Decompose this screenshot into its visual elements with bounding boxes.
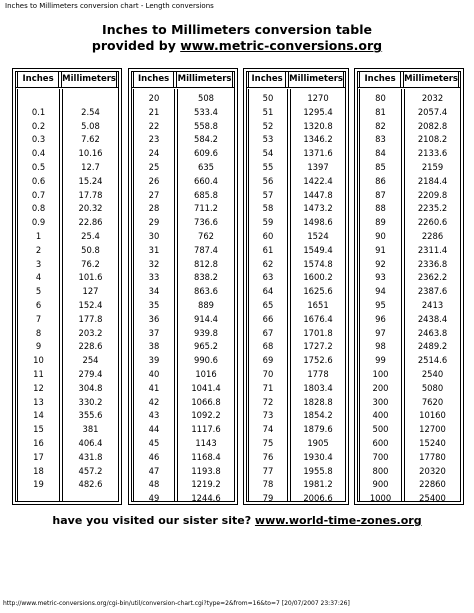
millimeters-cell: 990.6 (194, 355, 218, 366)
millimeters-cell: 2184.4 (417, 175, 448, 186)
table-body (16, 89, 118, 501)
inches-cell: 98 (375, 341, 386, 352)
inches-cell: 50 (262, 93, 274, 103)
inches-cell: 57 (262, 189, 274, 200)
inches-cell: 79 (262, 493, 274, 504)
inches-cell: 26 (148, 175, 160, 186)
millimeters-cell: 2438.4 (417, 313, 448, 324)
millimeters-cell: 584.2 (194, 134, 218, 145)
millimeters-cell: 25400 (419, 493, 446, 504)
millimeters-cell: 1524 (307, 231, 329, 241)
millimeters-cell: 1016 (195, 369, 217, 379)
inches-cell: 51 (262, 106, 274, 117)
inches-cell: 36 (148, 313, 160, 324)
inches-header: Inches (133, 72, 174, 87)
millimeters-cell: 127 (82, 286, 99, 297)
inches-cell: 44 (148, 424, 160, 435)
millimeters-cell: 1244.6 (191, 493, 221, 504)
millimeters-cell: 5.08 (81, 120, 100, 131)
millimeters-cell: 1930.4 (303, 451, 333, 462)
metric-conversions-link[interactable]: www.metric-conversions.org (180, 38, 383, 53)
millimeters-cell: 711.2 (194, 203, 218, 214)
inches-cell: 58 (262, 203, 274, 214)
table-header (358, 72, 460, 88)
inches-cell: 80 (375, 93, 386, 103)
millimeters-cell: 2260.6 (417, 217, 448, 228)
inches-cell: 54 (262, 148, 274, 159)
millimeters-cell: 20320 (419, 465, 446, 476)
inches-cell: 40 (148, 369, 160, 379)
millimeters-cell: 762 (198, 231, 214, 241)
millimeters-cell: 533.4 (194, 106, 218, 117)
millimeters-cell: 1701.8 (303, 327, 333, 338)
page-subtitle (0, 38, 474, 53)
millimeters-cell: 1143 (195, 438, 217, 448)
inches-cell: 93 (375, 272, 386, 283)
millimeters-cell: 1879.6 (303, 424, 333, 435)
inches-cell: 74 (262, 424, 274, 435)
inches-cell: 47 (148, 465, 160, 476)
millimeters-cell: 279.4 (78, 369, 103, 379)
millimeters-cell: 1676.4 (303, 313, 333, 324)
millimeters-cell: 1778 (307, 369, 329, 379)
millimeters-cell: 50.8 (81, 244, 100, 255)
millimeters-cell: 17.78 (78, 189, 103, 200)
millimeters-cell: 2082.8 (417, 120, 448, 131)
inches-cell: 97 (375, 327, 386, 338)
millimeters-cell: 2463.8 (417, 327, 448, 338)
millimeters-cell: 25.4 (81, 231, 100, 241)
inches-cell: 38 (148, 341, 160, 352)
inches-cell: 68 (262, 341, 274, 352)
millimeters-cell: 1574.8 (303, 258, 333, 269)
inches-header: Inches (248, 72, 286, 87)
inches-cell: 16 (33, 438, 44, 448)
inches-header: Inches (359, 72, 401, 87)
inches-cell: 69 (262, 355, 274, 366)
inches-cell: 77 (262, 465, 274, 476)
inches-cell: 29 (148, 217, 160, 228)
inches-header: Inches (17, 72, 59, 87)
millimeters-cell: 1371.6 (303, 148, 333, 159)
millimeters-cell: 2413 (421, 300, 444, 310)
inches-cell: 33 (148, 272, 160, 283)
inches-cell: 37 (148, 327, 160, 338)
inches-cell: 43 (148, 410, 160, 421)
inches-cell: 91 (375, 244, 386, 255)
millimeters-cell: 330.2 (78, 396, 103, 407)
inches-cell: 1000 (369, 493, 392, 504)
page-title: Inches to Millimeters conversion table (102, 22, 372, 37)
millimeters-cell: 12.7 (81, 162, 100, 172)
table-header (132, 72, 234, 88)
millimeters-cell: 2387.6 (417, 286, 448, 297)
millimeters-cell: 914.4 (194, 313, 218, 324)
inches-column (248, 89, 288, 504)
inches-cell: 59 (262, 217, 274, 228)
inches-cell: 5 (35, 286, 42, 297)
inches-cell: 600 (372, 438, 389, 448)
inches-cell: 66 (262, 313, 274, 324)
inches-cell: 82 (375, 120, 386, 131)
subtitle-prefix: provided by (91, 38, 181, 53)
millimeters-cell: 406.4 (78, 438, 103, 448)
millimeters-cell: 152.4 (78, 300, 103, 310)
inches-cell: 78 (262, 479, 274, 490)
millimeters-cell: 838.2 (194, 272, 218, 283)
inches-cell (18, 93, 59, 104)
millimeters-cell: 177.8 (78, 313, 103, 324)
millimeters-cell: 1320.8 (303, 120, 333, 131)
inches-cell: 24 (148, 148, 160, 159)
millimeters-cell: 2514.6 (417, 355, 448, 366)
inches-cell: 10 (33, 355, 44, 366)
inches-cell: 800 (372, 465, 389, 476)
inches-cell: 17 (33, 451, 44, 462)
inches-cell: 4 (35, 272, 42, 283)
inches-cell: 71 (262, 382, 274, 393)
millimeters-column (290, 89, 346, 504)
conversion-table-2 (128, 68, 238, 505)
millimeters-cell: 1041.4 (191, 382, 221, 393)
inches-cell: 8 (35, 327, 42, 338)
millimeters-cell: 508 (198, 93, 214, 103)
inches-cell: 42 (148, 396, 160, 407)
inches-cell: 49 (148, 493, 160, 504)
millimeters-cell: 2311.4 (417, 244, 448, 255)
inches-cell: 89 (375, 217, 386, 228)
browser-header: Inches to Millimeters conversion chart - Length conversions (5, 2, 214, 10)
inches-cell: 96 (375, 313, 386, 324)
inches-cell: 67 (262, 327, 274, 338)
inches-cell: 27 (148, 189, 160, 200)
millimeters-header: Millimeters (403, 72, 459, 87)
inches-cell: 20 (148, 93, 160, 103)
inches-cell: 11 (33, 369, 44, 379)
millimeters-cell: 863.6 (194, 286, 218, 297)
table-body (358, 89, 460, 504)
inches-column (133, 89, 175, 504)
millimeters-cell: 1625.6 (303, 286, 333, 297)
millimeters-cell: 2032 (421, 93, 444, 103)
millimeters-cell: 1447.8 (303, 189, 333, 200)
inches-cell: 0.8 (31, 203, 46, 214)
inches-cell: 61 (262, 244, 274, 255)
inches-cell: 0.7 (31, 189, 46, 200)
inches-cell: 0.2 (31, 120, 46, 131)
table-body (132, 89, 234, 504)
inches-cell: 99 (375, 355, 386, 366)
inches-cell: 48 (148, 479, 160, 490)
millimeters-header: Millimeters (176, 72, 233, 87)
inches-cell: 39 (148, 355, 160, 366)
inches-cell: 31 (148, 244, 160, 255)
inches-cell: 70 (262, 369, 274, 379)
inches-cell: 100 (372, 369, 389, 379)
conversion-table-4 (354, 68, 464, 505)
inches-cell: 500 (372, 424, 389, 435)
millimeters-cell: 22860 (419, 479, 446, 490)
inches-cell: 14 (33, 410, 44, 421)
inches-cell: 23 (148, 134, 160, 145)
inches-cell: 1 (35, 231, 42, 241)
millimeters-cell: 558.8 (194, 120, 218, 131)
page-url: http://www.metric-conversions.org/cgi-bin/util/conversion-chart.cgi?type=2&from=16&to=7 [20/07/2007 23:37:26] (3, 600, 350, 607)
millimeters-cell: 1168.4 (191, 451, 221, 462)
table-body (247, 89, 345, 504)
millimeters-cell: 660.4 (194, 175, 218, 186)
millimeters-cell: 2362.2 (417, 272, 448, 283)
millimeters-cell: 1828.8 (303, 396, 333, 407)
millimeters-cell: 2286 (421, 231, 444, 241)
table-frame (357, 71, 461, 502)
millimeters-cell: 736.6 (194, 217, 218, 228)
millimeters-cell: 431.8 (78, 451, 103, 462)
millimeters-cell: 381 (82, 424, 99, 435)
inches-cell: 22 (148, 120, 160, 131)
millimeters-cell: 1117.6 (191, 424, 221, 435)
millimeters-cell: 7.62 (81, 134, 100, 145)
millimeters-cell (63, 93, 118, 104)
table-frame (131, 71, 235, 502)
inches-cell: 12 (33, 382, 44, 393)
millimeters-cell: 2159 (421, 162, 444, 172)
inches-cell: 56 (262, 175, 274, 186)
inches-column (359, 89, 402, 504)
millimeters-cell: 228.6 (78, 341, 103, 352)
millimeters-cell: 76.2 (81, 258, 100, 269)
millimeters-cell: 685.8 (194, 189, 218, 200)
inches-cell: 35 (148, 300, 160, 310)
millimeters-cell: 10.16 (78, 148, 103, 159)
millimeters-cell: 12700 (419, 424, 446, 435)
inches-cell: 30 (148, 231, 160, 241)
millimeters-cell: 2133.6 (417, 148, 448, 159)
millimeters-cell: 10160 (419, 410, 446, 421)
inches-cell: 64 (262, 286, 274, 297)
inches-cell: 15 (33, 424, 44, 435)
millimeters-cell: 787.4 (194, 244, 218, 255)
inches-cell: 87 (375, 189, 386, 200)
millimeters-cell: 482.6 (78, 479, 103, 490)
millimeters-cell: 965.2 (194, 341, 218, 352)
inches-cell: 0.5 (31, 162, 46, 172)
inches-cell: 41 (148, 382, 160, 393)
inches-cell: 90 (375, 231, 386, 241)
millimeters-cell: 22.86 (78, 217, 103, 228)
millimeters-cell: 1752.6 (303, 355, 333, 366)
inches-column (17, 89, 60, 501)
inches-cell: 13 (33, 396, 44, 407)
inches-cell: 72 (262, 396, 274, 407)
millimeters-cell: 1651 (307, 300, 329, 310)
millimeters-cell: 609.6 (194, 148, 218, 159)
millimeters-cell: 20.32 (78, 203, 103, 214)
inches-cell: 63 (262, 272, 274, 283)
inches-cell: 94 (375, 286, 386, 297)
inches-cell: 18 (33, 465, 44, 476)
inches-cell: 46 (148, 451, 160, 462)
millimeters-column (404, 89, 461, 504)
millimeters-cell: 1092.2 (191, 410, 221, 421)
millimeters-cell: 1600.2 (303, 272, 333, 283)
millimeters-cell: 7620 (421, 396, 444, 407)
inches-cell: 25 (148, 162, 160, 172)
inches-cell: 0.3 (31, 134, 46, 145)
inches-cell: 21 (148, 106, 160, 117)
inches-cell: 0.9 (31, 217, 46, 228)
inches-cell: 0.4 (31, 148, 46, 159)
inches-cell: 34 (148, 286, 160, 297)
millimeters-cell: 17780 (419, 451, 446, 462)
millimeters-cell: 2.54 (81, 106, 100, 117)
inches-cell: 86 (375, 175, 386, 186)
millimeters-cell: 15240 (419, 438, 446, 448)
millimeters-cell: 304.8 (78, 382, 103, 393)
millimeters-cell: 1854.2 (303, 410, 333, 421)
world-time-zones-link[interactable]: www.world-time-zones.org (254, 514, 422, 527)
millimeters-cell: 1905 (307, 438, 329, 448)
millimeters-cell: 355.6 (78, 410, 103, 421)
table-header (16, 72, 118, 88)
millimeters-cell: 254 (82, 355, 99, 366)
millimeters-cell: 635 (198, 162, 214, 172)
millimeters-column (177, 89, 235, 504)
millimeters-cell: 1193.8 (191, 465, 221, 476)
millimeters-cell: 2489.2 (417, 341, 448, 352)
table-frame (246, 71, 346, 502)
millimeters-cell: 889 (198, 300, 214, 310)
millimeters-cell: 1270 (307, 93, 329, 103)
inches-cell: 88 (375, 203, 386, 214)
inches-cell: 900 (372, 479, 389, 490)
inches-cell: 53 (262, 134, 274, 145)
inches-cell: 92 (375, 258, 386, 269)
inches-cell: 81 (375, 106, 386, 117)
millimeters-cell: 101.6 (78, 272, 103, 283)
inches-cell: 3 (35, 258, 42, 269)
inches-cell: 62 (262, 258, 274, 269)
millimeters-cell: 1066.8 (191, 396, 221, 407)
inches-cell: 19 (33, 479, 44, 490)
millimeters-cell: 1727.2 (303, 341, 333, 352)
inches-cell: 6 (35, 300, 42, 310)
millimeters-cell: 1549.4 (303, 244, 333, 255)
inches-cell: 0.6 (31, 175, 46, 186)
millimeters-cell: 939.8 (194, 327, 218, 338)
inches-cell: 45 (148, 438, 160, 448)
millimeters-cell: 1981.2 (303, 479, 333, 490)
inches-cell: 9 (35, 341, 42, 352)
inches-cell: 76 (262, 451, 274, 462)
inches-cell: 2 (35, 244, 42, 255)
inches-cell: 400 (372, 410, 389, 421)
millimeters-cell: 15.24 (78, 175, 103, 186)
inches-cell: 52 (262, 120, 274, 131)
footer (0, 514, 474, 527)
millimeters-cell: 1397 (307, 162, 329, 172)
inches-cell: 200 (372, 382, 389, 393)
inches-cell: 0.1 (31, 106, 46, 117)
inches-cell: 55 (262, 162, 274, 172)
millimeters-cell: 2006.6 (303, 493, 333, 504)
millimeters-cell: 1498.6 (303, 217, 333, 228)
inches-cell: 28 (148, 203, 160, 214)
conversion-table-1 (12, 68, 122, 505)
inches-cell: 65 (262, 300, 274, 310)
table-frame (15, 71, 119, 502)
millimeters-cell: 1295.4 (303, 106, 333, 117)
inches-cell: 700 (372, 451, 389, 462)
inches-cell: 60 (262, 231, 274, 241)
millimeters-cell: 1346.2 (303, 134, 333, 145)
table-header (247, 72, 345, 88)
millimeters-cell: 5080 (421, 382, 444, 393)
millimeters-column (62, 89, 119, 501)
millimeters-cell: 1422.4 (303, 175, 333, 186)
millimeters-cell: 812.8 (194, 258, 218, 269)
millimeters-cell: 457.2 (78, 465, 103, 476)
millimeters-cell: 1219.2 (191, 479, 221, 490)
inches-cell: 300 (372, 396, 389, 407)
millimeters-cell: 2108.2 (417, 134, 448, 145)
millimeters-cell: 2336.8 (417, 258, 448, 269)
millimeters-cell: 1473.2 (303, 203, 333, 214)
footer-text: have you visited our sister site? (52, 514, 255, 527)
millimeters-header: Millimeters (288, 72, 344, 87)
millimeters-cell: 2209.8 (417, 189, 448, 200)
millimeters-header: Millimeters (61, 72, 117, 87)
inches-cell: 32 (148, 258, 160, 269)
millimeters-cell: 2057.4 (417, 106, 448, 117)
inches-cell: 95 (375, 300, 386, 310)
millimeters-cell: 1803.4 (303, 382, 333, 393)
millimeters-cell: 2540 (421, 369, 444, 379)
inches-cell: 75 (262, 438, 274, 448)
millimeters-cell: 2235.2 (417, 203, 448, 214)
inches-cell: 83 (375, 134, 386, 145)
inches-cell: 84 (375, 148, 386, 159)
inches-cell: 73 (262, 410, 274, 421)
millimeters-cell: 1955.8 (303, 465, 333, 476)
conversion-table-3 (243, 68, 349, 505)
inches-cell: 85 (375, 162, 386, 172)
inches-cell: 7 (35, 313, 42, 324)
millimeters-cell: 203.2 (78, 327, 103, 338)
